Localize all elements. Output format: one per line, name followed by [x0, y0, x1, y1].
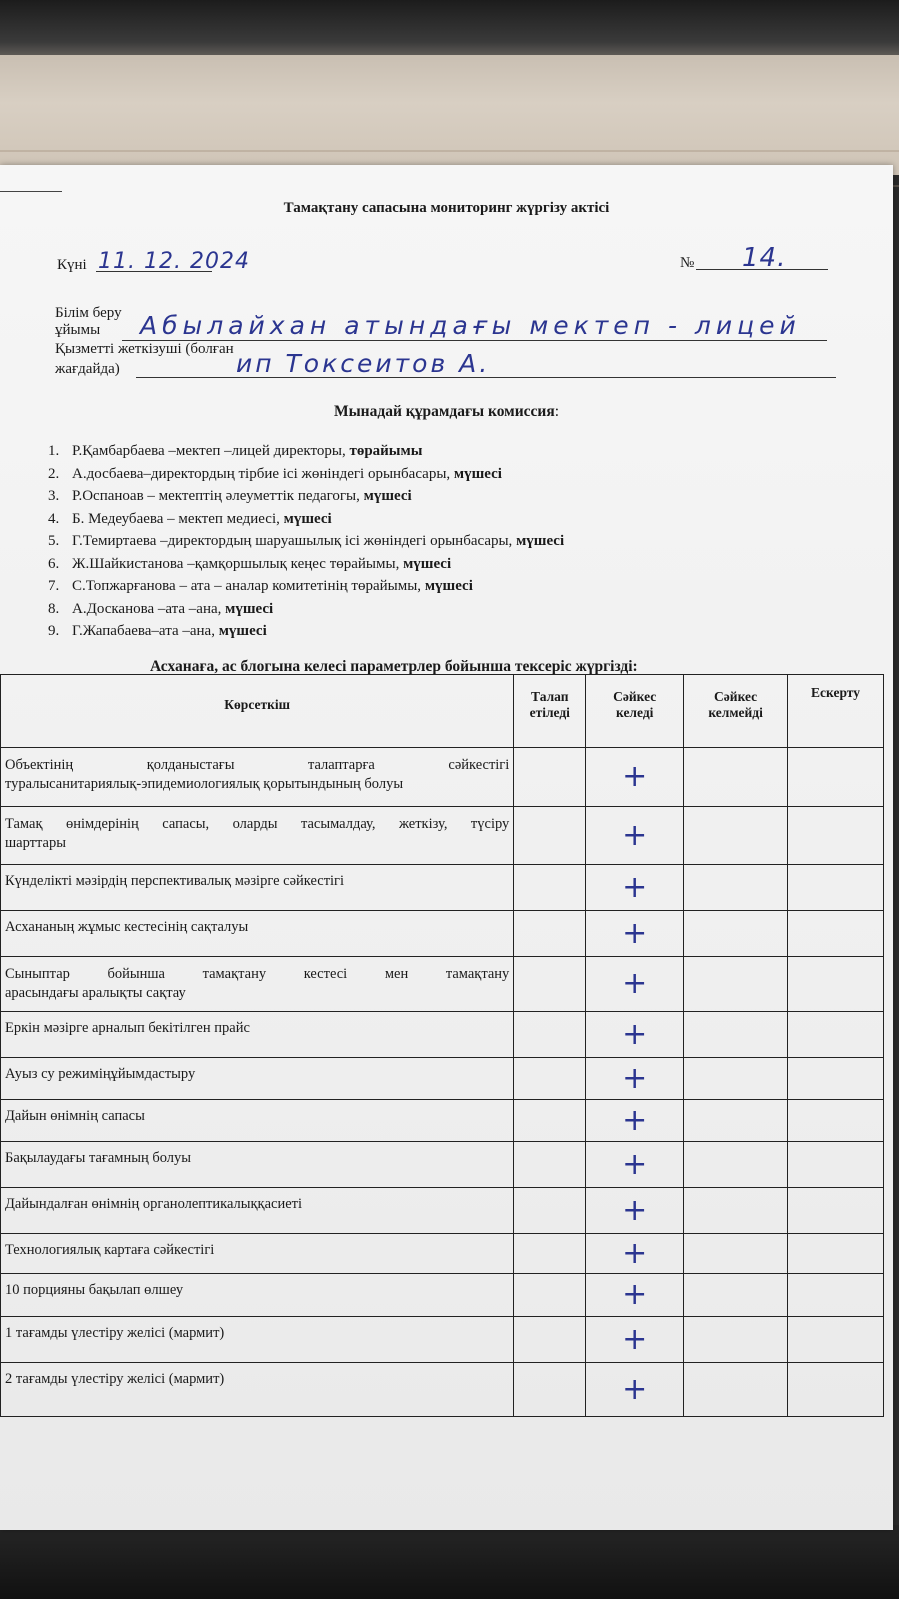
header-note: Ескерту [788, 675, 884, 748]
table-header-row [1, 675, 884, 748]
required-cell [514, 807, 586, 865]
not-conforms-cell [684, 1188, 788, 1234]
required-cell [514, 1012, 586, 1058]
not-conforms-cell [684, 1012, 788, 1058]
table-row [1, 1012, 884, 1058]
conforms-cell: + [586, 957, 684, 1012]
conforms-cell: + [586, 1363, 684, 1417]
indicator-text: Ауыз су режиміңұйымдастыру [5, 1066, 196, 1082]
member-item [48, 530, 564, 553]
conforms-cell: + [586, 865, 684, 911]
table-row [1, 1363, 884, 1417]
provider-handwritten: ип Токсеитов А. [236, 349, 491, 378]
desk-surface [0, 55, 899, 175]
table-row [1, 911, 884, 957]
table-row [1, 1188, 884, 1234]
required-cell [514, 957, 586, 1012]
not-conforms-cell [684, 748, 788, 807]
member-item [48, 553, 564, 576]
indicator-text: 2 тағамды үлестіру желісі (мармит) [5, 1371, 225, 1387]
table-row [1, 1142, 884, 1188]
indicator-text: Күнделікті мәзірдің перспективалық мәзірге сәйкестігі [5, 873, 345, 889]
member-role: мүшесі [283, 510, 332, 527]
org-handwritten: Абылайхан атындағы мектеп - лицей [140, 311, 801, 340]
indicator-cell [1, 1234, 514, 1274]
provider-label-line2: жағдайда) [55, 361, 120, 377]
note-cell [788, 1274, 884, 1317]
indicator-cell [1, 1317, 514, 1363]
not-conforms-cell [684, 1234, 788, 1274]
required-cell [514, 1363, 586, 1417]
photo-top-background [0, 0, 899, 60]
member-text: С.Топжарғанова – ата – аналар комитетінің төрайымы, [72, 578, 425, 594]
required-cell [514, 865, 586, 911]
date-handwritten: 11. 12. 2024 [98, 249, 250, 274]
indicator-cell [1, 1142, 514, 1188]
member-number: 3. [48, 488, 60, 504]
table-row [1, 865, 884, 911]
note-cell [788, 1012, 884, 1058]
not-conforms-cell [684, 1058, 788, 1100]
member-number: 8. [48, 600, 60, 617]
table-row [1, 1274, 884, 1317]
not-conforms-cell [684, 1100, 788, 1142]
header-conforms-line2: келеді [616, 705, 654, 720]
required-cell [514, 911, 586, 957]
member-number: 4. [48, 510, 60, 527]
indicator-cell [1, 1058, 514, 1100]
indicator-text: Объектінің қолданыстағы талаптарға сәйкестігі [5, 757, 510, 773]
indicator-cell [1, 865, 514, 911]
indicator-cell [1, 1274, 514, 1317]
document-sheet [0, 165, 893, 1530]
not-conforms-cell [684, 1142, 788, 1188]
member-item [48, 440, 564, 463]
table-title: Асханаға, ас блогына келесі параметрлер бойынша тексеріс жүргізді: [150, 658, 638, 675]
indicator-cell [1, 748, 514, 807]
conforms-cell: + [586, 1234, 684, 1274]
indicator-cell [1, 1363, 514, 1417]
table-row [1, 1100, 884, 1142]
indicator-text: 10 порцияны бақылап өлшеу [5, 1282, 184, 1298]
member-item [48, 508, 564, 531]
header-required-line2: етіледі [529, 705, 570, 720]
member-number: 1. [48, 443, 60, 459]
member-item [48, 620, 564, 643]
table-row [1, 748, 884, 807]
table-row [1, 1317, 884, 1363]
note-cell [788, 1142, 884, 1188]
member-item [48, 463, 564, 486]
required-cell [514, 1142, 586, 1188]
table-row [1, 1058, 884, 1100]
desk-grain [0, 150, 899, 152]
header-not-conforms-line2: келмейді [708, 705, 763, 720]
indicator-text: шарттары [5, 835, 66, 851]
table-row [1, 1234, 884, 1274]
member-item [48, 598, 564, 621]
not-conforms-cell [684, 1363, 788, 1417]
indicator-cell [1, 807, 514, 865]
number-handwritten: 14. [742, 243, 787, 273]
header-not-conforms [684, 675, 788, 748]
member-role: мүшесі [516, 533, 565, 549]
conforms-cell: + [586, 1274, 684, 1317]
header-conforms [586, 675, 684, 748]
conforms-cell: + [586, 1142, 684, 1188]
header-required-line1: Талап [531, 689, 569, 704]
indicator-text: арасындағы аралықты сақтау [5, 985, 186, 1001]
indicator-text: Дайын өнімнің сапасы [5, 1108, 145, 1124]
member-item [48, 575, 564, 598]
member-text: Б. Медеубаева – мектеп медиесі, [72, 510, 284, 527]
note-cell [788, 1234, 884, 1274]
indicator-text: Бақылаудағы тағамның болуы [5, 1150, 192, 1166]
not-conforms-cell [684, 1274, 788, 1317]
member-text: Г.Темиртаева –директордың шаруашылық ісі жөніндегі орынбасары, [72, 533, 517, 549]
corner-mark [0, 191, 62, 192]
required-cell [514, 1317, 586, 1363]
not-conforms-cell [684, 1317, 788, 1363]
indicator-cell [1, 957, 514, 1012]
conforms-cell: + [586, 1058, 684, 1100]
conforms-cell: + [586, 1012, 684, 1058]
member-number: 6. [48, 555, 60, 572]
note-cell [788, 748, 884, 807]
header-required [514, 675, 586, 748]
table-row [1, 957, 884, 1012]
member-number: 5. [48, 533, 60, 549]
member-text: А.Досканова –ата –ана, [72, 600, 226, 617]
member-number: 9. [48, 623, 60, 639]
commission-colon: : [554, 403, 560, 420]
required-cell [514, 748, 586, 807]
member-role: төрайымы [349, 443, 423, 459]
inspection-table [0, 674, 884, 1417]
member-text: Р.Оспаноав – мектептің әлеуметтік педагогы, [72, 488, 364, 504]
indicator-cell [1, 911, 514, 957]
org-label-line1: Білім беру [55, 305, 122, 321]
required-cell [514, 1274, 586, 1317]
required-cell [514, 1100, 586, 1142]
member-item [48, 485, 564, 508]
note-cell [788, 1363, 884, 1417]
required-cell [514, 1058, 586, 1100]
indicator-text: Дайындалған өнімнің органолептикалыққасиеті [5, 1196, 303, 1212]
conforms-cell: + [586, 1100, 684, 1142]
member-text: Ж.Шайкистанова –қамқоршылық кеңес төрайымы, [72, 555, 404, 572]
indicator-text: Технологиялық картаға сәйкестігі [5, 1242, 215, 1258]
required-cell [514, 1188, 586, 1234]
member-role: мүшесі [218, 623, 267, 639]
indicator-cell [1, 1012, 514, 1058]
not-conforms-cell [684, 807, 788, 865]
note-cell [788, 957, 884, 1012]
member-role: мүшесі [424, 578, 473, 594]
note-cell [788, 911, 884, 957]
indicator-text: туралысанитариялық-эпидемиологиялық қорытындының болуы [5, 776, 404, 792]
not-conforms-cell [684, 911, 788, 957]
header-not-conforms-line1: Сәйкес [714, 689, 758, 704]
note-cell [788, 1188, 884, 1234]
provider-label-line1: Қызметті жеткізуші (болған [55, 341, 234, 357]
note-cell [788, 1058, 884, 1100]
required-cell [514, 1234, 586, 1274]
conforms-cell: + [586, 911, 684, 957]
member-text: А.досбаева–директордың тірбие ісі жөніндегі орынбасары, [72, 465, 454, 482]
photo-bottom-background [0, 1525, 899, 1599]
indicator-text: 1 тағамды үлестіру желісі (мармит) [5, 1325, 225, 1341]
indicator-text: Сыныптар бойынша тамақтану кестесі мен тамақтану [5, 966, 510, 982]
number-label: № [680, 255, 695, 271]
member-text: Р.Қамбарбаева –мектеп –лицей директоры, [72, 443, 350, 459]
header-conforms-line1: Сәйкес [613, 689, 657, 704]
note-cell [788, 1317, 884, 1363]
member-role: мүшесі [363, 488, 412, 504]
member-role: мүшесі [225, 600, 274, 617]
indicator-cell [1, 1100, 514, 1142]
member-number: 2. [48, 465, 60, 482]
indicator-cell [1, 1188, 514, 1234]
date-label: Күні [57, 257, 87, 273]
indicator-text: Асхананың жұмыс кестесінің сақталуы [5, 919, 249, 935]
commission-members-list [48, 440, 564, 643]
indicator-text: Тамақ өнімдерінің сапасы, оларды тасымалдау, жеткізу, түсіру [5, 816, 510, 832]
not-conforms-cell [684, 957, 788, 1012]
member-number: 7. [48, 578, 60, 594]
indicator-text: Еркін мәзірге арналып бекітілген прайс [5, 1020, 250, 1036]
conforms-cell: + [586, 807, 684, 865]
header-indicator: Көрсеткіш [1, 675, 514, 748]
member-text: Г.Жапабаева–ата –ана, [72, 623, 219, 639]
not-conforms-cell [684, 865, 788, 911]
commission-title: Мынадай құрамдағы комиссия [333, 403, 555, 420]
note-cell [788, 1100, 884, 1142]
conforms-cell: + [586, 748, 684, 807]
org-label-line2: ұйымы [55, 322, 101, 338]
document-title: Тамақтану сапасына мониторинг жүргізу актісі [283, 200, 610, 216]
table-row [1, 807, 884, 865]
commission-heading [0, 403, 893, 421]
note-cell [788, 865, 884, 911]
conforms-cell: + [586, 1317, 684, 1363]
note-cell [788, 807, 884, 865]
member-role: мүшесі [403, 555, 452, 572]
conforms-cell: + [586, 1188, 684, 1234]
member-role: мүшесі [453, 465, 502, 482]
